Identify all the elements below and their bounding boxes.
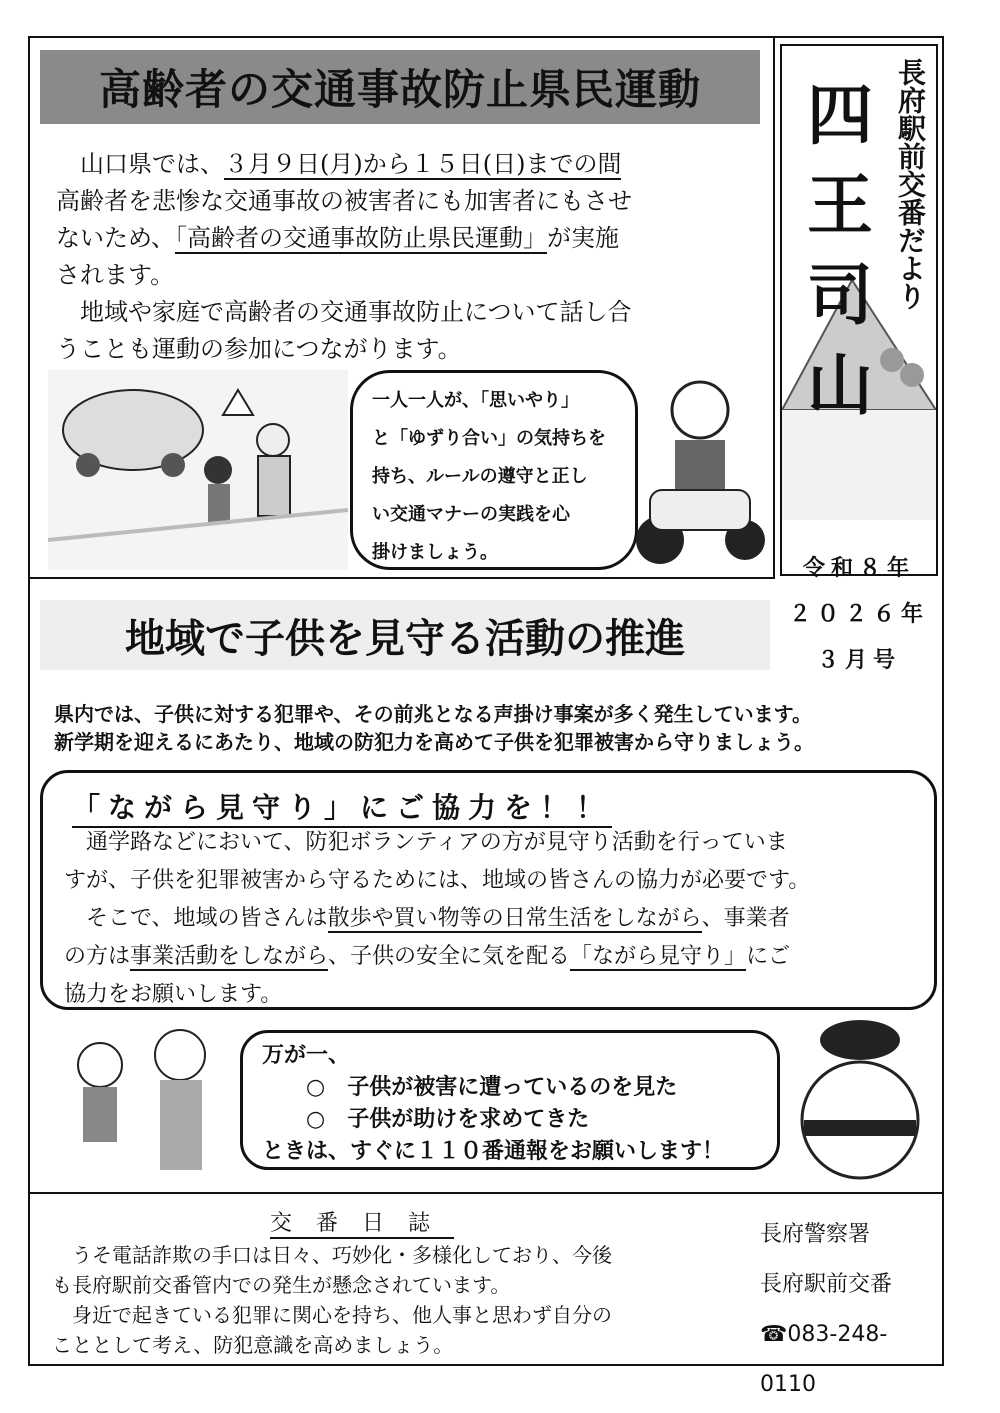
police-mascot-illustration: [790, 1010, 940, 1185]
text: 地域や家庭で高齢者の交通事故防止について話し合: [56, 298, 632, 326]
issue-date: [780, 546, 938, 684]
title-char: 王: [807, 166, 873, 244]
box-heading: 「ながら見守り」にご協力を！！: [72, 786, 612, 828]
diary-title: 交番日誌: [270, 1206, 454, 1239]
text: されます。: [56, 261, 175, 289]
box-body: [64, 824, 924, 1014]
text: 通学路などにおいて、防犯ボランティアの方が見守り活動を行っていま: [64, 830, 788, 855]
text: うそ電話詐欺の手口は日々、巧妙化・多様化しており、今後: [52, 1243, 612, 1267]
traffic-scene-illustration: [48, 370, 348, 570]
speech-line: い交通マナーの実践を心: [372, 504, 570, 525]
text: 県内では、子供に対する犯罪や、その前兆となる声掛け事案が多く発生しています。: [54, 702, 812, 726]
text: 万が一、: [262, 1043, 351, 1068]
title-char: 山: [807, 346, 873, 424]
text: にご: [746, 944, 791, 969]
speech-line: 持ち、ルールの遵守と正し: [372, 466, 588, 487]
emphasis: 事業活動をしながら: [130, 944, 329, 969]
text: そこで、地域の皆さんは: [64, 906, 328, 931]
callout-text: [262, 1040, 782, 1168]
issue-line: ２０２６年: [788, 602, 929, 627]
campaign-name: 「高齢者の交通事故防止県民運動」: [175, 224, 548, 252]
speech-line: と「ゆずり合い」の気持ちを: [372, 428, 606, 449]
text: の方は: [64, 944, 131, 969]
text: も長府駅前交番管内での発生が懸念されています。: [52, 1273, 511, 1297]
masthead-title: [800, 70, 880, 430]
period-text: ３月９日(月)から１５日(日)までの間: [224, 150, 622, 178]
speech-line: 一人一人が、「思いやり」: [372, 390, 579, 411]
emphasis: 「ながら見守り」: [570, 944, 747, 969]
section2-title: 地域で子供を見守る活動の推進: [40, 600, 770, 670]
text: 身近で起きている犯罪に関心を持ち、他人事と思わず自分の: [52, 1303, 612, 1327]
title-char: 司: [807, 256, 873, 334]
emphasis: 散歩や買い物等の日常生活をしながら: [327, 906, 702, 931]
issue-line: 令和８年: [802, 556, 915, 581]
divider: [773, 36, 775, 579]
speech-line: 掛けましょう。: [372, 542, 498, 563]
section1-paragraph: [56, 146, 756, 368]
section2-intro: [54, 700, 954, 756]
phone-number: ☎083-248-0110: [760, 1322, 888, 1397]
speech-text: [372, 382, 632, 572]
issue-line: ３月号: [816, 648, 901, 673]
child-and-elder-illustration: [55, 1020, 225, 1185]
text: こととして考え、防犯意識を高めましょう。: [52, 1333, 454, 1357]
text: 、事業者: [701, 906, 790, 931]
text: 新学期を迎えるにあたり、地域の防犯力を高めて子供を犯罪被害から守りましょう。: [54, 730, 814, 754]
text: すが、子供を犯罪被害から守るためには、地域の皆さんの協力が必要です。: [64, 868, 811, 893]
text: 山口県では、: [56, 150, 224, 178]
divider: [28, 1192, 944, 1194]
text: うことも運動の参加につながります。: [56, 335, 462, 363]
text: 高齢者を悲惨な交通事故の被害者にも加害者にもさせ: [56, 187, 632, 215]
diary-body: [52, 1240, 742, 1360]
contact-block: [760, 1210, 940, 1410]
police-officer-motorcycle-illustration: [620, 370, 770, 570]
text: が実施: [547, 224, 620, 252]
text: 協力をお願いします。: [64, 982, 283, 1007]
station-name: 長府警察署: [760, 1222, 871, 1247]
text: ○ 子供が助けを求めてきた: [306, 1107, 590, 1132]
divider: [28, 577, 773, 579]
text: ○ 子供が被害に遭っているのを見た: [306, 1075, 678, 1100]
title-char: 四: [807, 76, 873, 154]
text: 、子供の安全に気を配る: [328, 944, 571, 969]
section1-title: 高齢者の交通事故防止県民運動: [98, 65, 701, 114]
koban-name: 長府駅前交番: [760, 1272, 893, 1297]
text: ないため、: [56, 224, 176, 252]
masthead-subtitle: 長府駅前交番だより: [894, 58, 927, 310]
text: ときは、すぐに１１０番通報をお願いします！: [262, 1139, 725, 1164]
